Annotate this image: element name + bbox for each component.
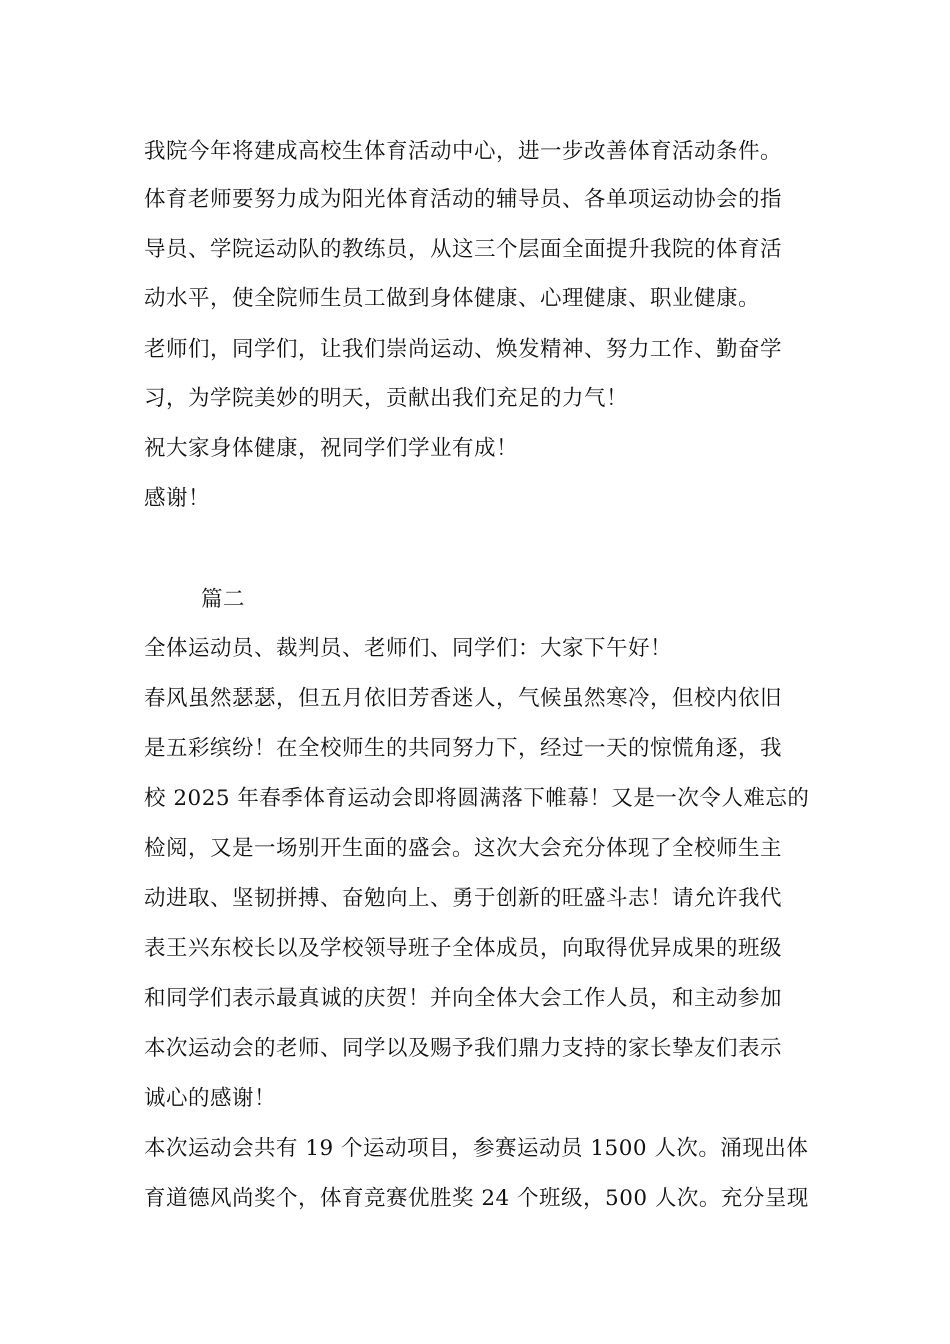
text-line: 表王兴东校长以及学校领导班子全体成员，向取得优异成果的班级: [144, 936, 783, 961]
text-line: 和同学们表示最真诚的庆贺！并向全体大会工作人员，和主动参加: [144, 986, 783, 1011]
text-line: 检阅，又是一场别开生面的盛会。这次大会充分体现了全校师生主: [144, 836, 783, 861]
text-line: 导员、学院运动队的教练员，从这三个层面全面提升我院的体育活: [144, 237, 783, 262]
text-line: 动进取、坚韧拼搏、奋勉向上、勇于创新的旺盛斗志！请允许我代: [144, 886, 783, 911]
section-heading: 篇二: [201, 587, 246, 612]
text-line: 我院今年将建成高校生体育活动中心，进一步改善体育活动条件。: [144, 139, 783, 164]
text-line: 诚心的感谢！: [144, 1086, 277, 1111]
text-line: 是五彩缤纷！在全校师生的共同努力下，经过一天的惊慌角逐，我: [144, 736, 783, 761]
text-line: 感谢！: [144, 486, 211, 511]
text-line: 校 2025 年春季体育运动会即将圆满落下帷幕！又是一次令人难忘的: [144, 786, 810, 811]
text-line: 体育老师要努力成为阳光体育活动的辅导员、各单项运动协会的指: [144, 187, 783, 212]
text-line: 本次运动会共有 19 个运动项目，参赛运动员 1500 人次。涌现出体: [144, 1136, 809, 1161]
text-line: 老师们，同学们，让我们崇尚运动、焕发精神、努力工作、勤奋学: [144, 337, 783, 362]
text-line: 全体运动员、裁判员、老师们、同学们：大家下午好！: [144, 636, 673, 661]
text-line: 春风虽然瑟瑟，但五月依旧芳香迷人，气候虽然寒冷，但校内依旧: [144, 686, 783, 711]
text-line: 本次运动会的老师、同学以及赐予我们鼎力支持的家长挚友们表示: [144, 1036, 783, 1061]
text-line: 动水平，使全院师生员工做到身体健康、心理健康、职业健康。: [144, 286, 761, 311]
text-line: 育道德风尚奖个，体育竞赛优胜奖 24 个班级，500 人次。充分呈现: [144, 1186, 809, 1211]
text-line: 习，为学院美妙的明天，贡献出我们充足的力气！: [144, 386, 629, 411]
text-line: 祝大家身体健康，祝同学们学业有成！: [144, 436, 519, 461]
